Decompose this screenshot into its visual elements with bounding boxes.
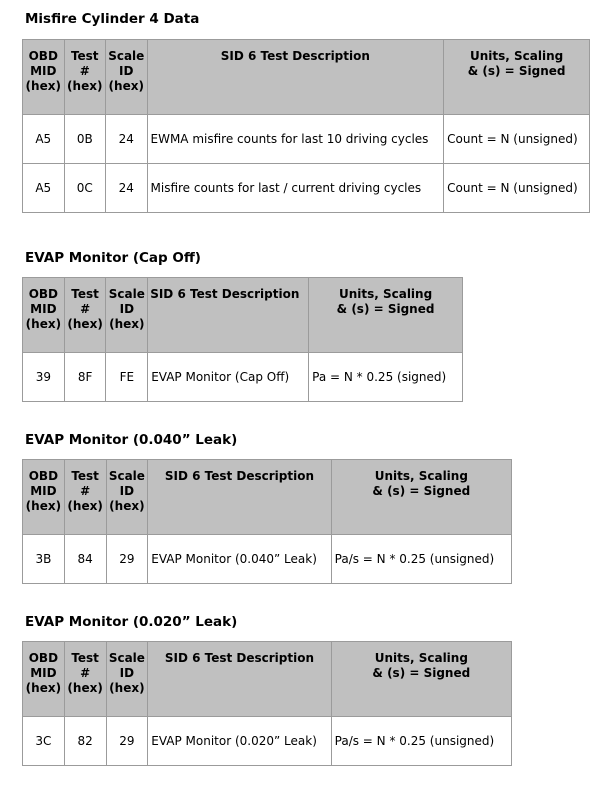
table-row — [23, 115, 589, 163]
scale-id-cell: 24 — [106, 164, 147, 212]
header-description: SID 6 Test Description — [148, 40, 444, 114]
header-obd-mid: OBD MID (hex) — [23, 642, 64, 716]
evap-040-leak-table — [22, 459, 512, 584]
header-test-number: Test # (hex) — [65, 40, 106, 114]
description-cell: EVAP Monitor (0.020” Leak) — [148, 717, 330, 765]
table-row — [23, 164, 589, 212]
obd-mid-cell: A5 — [23, 115, 64, 163]
header-scale-id: Scale ID (hex) — [106, 278, 147, 352]
section-title: Misfire Cylinder 4 Data — [25, 11, 200, 27]
obd-mid-cell: A5 — [23, 164, 64, 212]
section-title: EVAP Monitor (Cap Off) — [25, 250, 201, 266]
header-test-number: Test # (hex) — [65, 278, 106, 352]
section-title: EVAP Monitor (0.040” Leak) — [25, 432, 238, 448]
header-units: Units, Scaling & (s) = Signed — [444, 40, 589, 114]
test-cell: 0C — [65, 164, 106, 212]
description-cell: EVAP Monitor (Cap Off) — [148, 353, 308, 401]
obd-mid-cell: 3C — [23, 717, 64, 765]
obd-mid-cell: 39 — [23, 353, 64, 401]
header-obd-mid: OBD MID (hex) — [23, 40, 64, 114]
header-scale-id: Scale ID (hex) — [107, 642, 148, 716]
header-units: Units, Scaling & (s) = Signed — [309, 278, 462, 352]
header-description: SID 6 Test Description — [148, 460, 330, 534]
units-cell: Pa/s = N * 0.25 (unsigned) — [332, 717, 511, 765]
misfire-table — [22, 39, 590, 213]
units-cell: Count = N (unsigned) — [444, 164, 589, 212]
units-cell: Pa/s = N * 0.25 (unsigned) — [332, 535, 511, 583]
evap-cap-off-table — [22, 277, 463, 402]
scale-id-cell: 29 — [107, 717, 148, 765]
test-cell: 82 — [65, 717, 106, 765]
table-row — [23, 535, 511, 583]
header-description: SID 6 Test Description — [148, 642, 330, 716]
header-obd-mid: OBD MID (hex) — [23, 278, 64, 352]
description-cell: EWMA misfire counts for last 10 driving cycles — [148, 115, 444, 163]
scale-id-cell: 29 — [107, 535, 148, 583]
units-cell: Pa = N * 0.25 (signed) — [309, 353, 462, 401]
test-cell: 0B — [65, 115, 106, 163]
description-cell: EVAP Monitor (0.040” Leak) — [148, 535, 330, 583]
units-cell: Count = N (unsigned) — [444, 115, 589, 163]
header-obd-mid: OBD MID (hex) — [23, 460, 64, 534]
header-scale-id: Scale ID (hex) — [107, 460, 148, 534]
header-units: Units, Scaling & (s) = Signed — [332, 460, 511, 534]
obd-mid-cell: 3B — [23, 535, 64, 583]
table-row — [23, 353, 462, 401]
header-test-number: Test # (hex) — [65, 460, 106, 534]
table-row — [23, 717, 511, 765]
test-cell: 8F — [65, 353, 106, 401]
test-cell: 84 — [65, 535, 106, 583]
evap-020-leak-table — [22, 641, 512, 766]
scale-id-cell: 24 — [106, 115, 147, 163]
section-title: EVAP Monitor (0.020” Leak) — [25, 614, 238, 630]
header-scale-id: Scale ID (hex) — [106, 40, 147, 114]
description-cell: Misfire counts for last / current driving cycles — [148, 164, 444, 212]
header-description: SID 6 Test Description — [148, 278, 308, 352]
header-units: Units, Scaling & (s) = Signed — [332, 642, 511, 716]
scale-id-cell: FE — [106, 353, 147, 401]
header-test-number: Test # (hex) — [65, 642, 106, 716]
